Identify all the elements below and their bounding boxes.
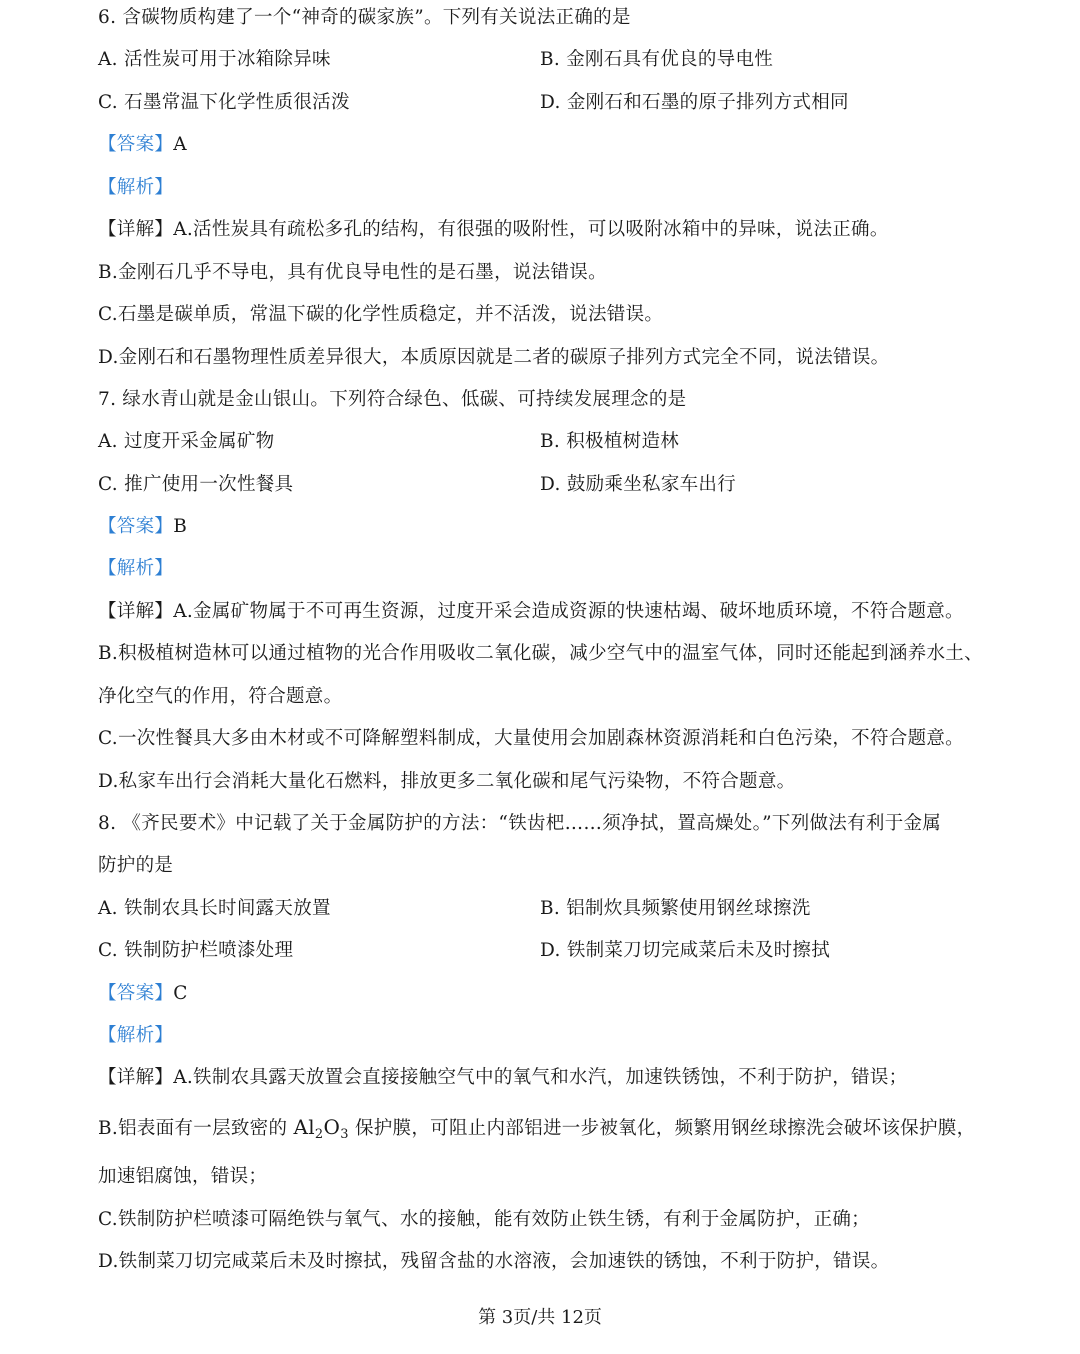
q7-stem: 7. 绿水青山就是金山银山。下列符合绿色、低碳、可持续发展理念的是 bbox=[98, 389, 687, 410]
q6-detail-d: D.金刚石和石墨物理性质差异很大，本质原因就是二者的碳原子排列方式完全不同，说法错误。 bbox=[98, 347, 890, 368]
q8-analysis-tag: 【解析】 bbox=[98, 1025, 174, 1046]
q8-option-b: B. 铝制炊具频繁使用钢丝球擦洗 bbox=[540, 898, 811, 919]
q7-detail-c: C.一次性餐具大多由木材或不可降解塑料制成，大量使用会加剧森林资源消耗和白色污染，不符合题意。 bbox=[98, 728, 964, 749]
q8-detail-b: B.铝表面有一层致密的 $Al_2O_3$ 保护膜，可阻止内部铝进一步被氧化，频繁用钢丝球擦洗会破坏该保护膜， bbox=[98, 1115, 976, 1142]
q6-option-d: D. 金刚石和石墨的原子排列方式相同 bbox=[540, 92, 849, 113]
page-footer: 第 3页/共 12页 bbox=[478, 1307, 602, 1328]
q6-analysis-tag: 【解析】 bbox=[98, 177, 174, 198]
q8-stem: 8. 《齐民要术》中记载了关于金属防护的方法：“铁齿杷……须净拭，置高燥处。”下列做法有利于金属 bbox=[98, 813, 942, 834]
q7-option-c: C. 推广使用一次性餐具 bbox=[98, 474, 294, 495]
q8-option-d: D. 铁制菜刀切完咸菜后未及时擦拭 bbox=[540, 940, 831, 961]
q8-detail-c: C.铁制防护栏喷漆可隔绝铁与氧气、水的接触，能有效防止铁生锈，有利于金属防护，正确； bbox=[98, 1209, 870, 1230]
q7-detail-b-cont: 净化空气的作用，符合题意。 bbox=[98, 686, 343, 707]
q8-stem-cont: 防护的是 bbox=[98, 855, 174, 876]
q7-answer-line bbox=[98, 514, 187, 540]
q6-detail-b: B.金刚石几乎不导电，具有优良导电性的是石墨，说法错误。 bbox=[98, 262, 607, 283]
q8-option-a: A. 铁制农具长时间露天放置 bbox=[98, 898, 331, 919]
q7-detail-a: 【详解】A.金属矿物属于不可再生资源，过度开采会造成资源的快速枯竭、破坏地质环境，不符合题意。 bbox=[98, 601, 964, 622]
q7-option-d: D. 鼓励乘坐私家车出行 bbox=[540, 474, 737, 495]
q8-detail-d: D.铁制菜刀切完咸菜后未及时擦拭，残留含盐的水溶液，会加速铁的锈蚀，不利于防护，错误。 bbox=[98, 1251, 890, 1272]
q7-analysis-tag: 【解析】 bbox=[98, 558, 174, 579]
answer-tag: 【答案】 bbox=[98, 516, 174, 537]
q6-answer-line bbox=[98, 132, 187, 158]
detail-tag: 【详解】 bbox=[98, 601, 174, 622]
q6-detail-c: C.石墨是碳单质，常温下碳的化学性质稳定，并不活泼，说法错误。 bbox=[98, 304, 664, 325]
q6-option-c: C. 石墨常温下化学性质很活泼 bbox=[98, 92, 350, 113]
q7-option-b: B. 积极植树造林 bbox=[540, 431, 680, 452]
q7-detail-d: D.私家车出行会消耗大量化石燃料，排放更多二氧化碳和尾气污染物，不符合题意。 bbox=[98, 771, 796, 792]
q8-answer: C bbox=[173, 983, 188, 1004]
answer-tag: 【答案】 bbox=[98, 983, 174, 1004]
detail-tag: 【详解】 bbox=[98, 219, 174, 240]
q7-option-a: A. 过度开采金属矿物 bbox=[98, 431, 275, 452]
q7-detail-b: B.积极植树造林可以通过植物的光合作用吸收二氧化碳，减少空气中的温室气体，同时还能起到涵养水土、 bbox=[98, 643, 983, 664]
q6-stem: 6. 含碳物质构建了一个“神奇的碳家族”。下列有关说法正确的是 bbox=[98, 7, 631, 28]
q6-option-a: A. 活性炭可用于冰箱除异味 bbox=[98, 49, 331, 70]
detail-tag: 【详解】 bbox=[98, 1067, 174, 1088]
q8-detail-b-cont: 加速铝腐蚀，错误； bbox=[98, 1166, 268, 1187]
q8-answer-line bbox=[98, 981, 188, 1007]
al2o3-formula: $Al_2O_3$ bbox=[293, 1115, 349, 1142]
q6-detail-a: 【详解】A.活性炭具有疏松多孔的结构，有很强的吸附性，可以吸附冰箱中的异味，说法正确。 bbox=[98, 219, 889, 240]
q6-option-b: B. 金刚石具有优良的导电性 bbox=[540, 49, 774, 70]
q7-answer: B bbox=[173, 516, 188, 537]
answer-tag: 【答案】 bbox=[98, 134, 174, 155]
q8-detail-a: 【详解】A.铁制农具露天放置会直接接触空气中的氧气和水汽，加速铁锈蚀，不利于防护，错误； bbox=[98, 1067, 908, 1088]
q6-answer: A bbox=[173, 134, 187, 155]
q8-option-c: C. 铁制防护栏喷漆处理 bbox=[98, 940, 294, 961]
